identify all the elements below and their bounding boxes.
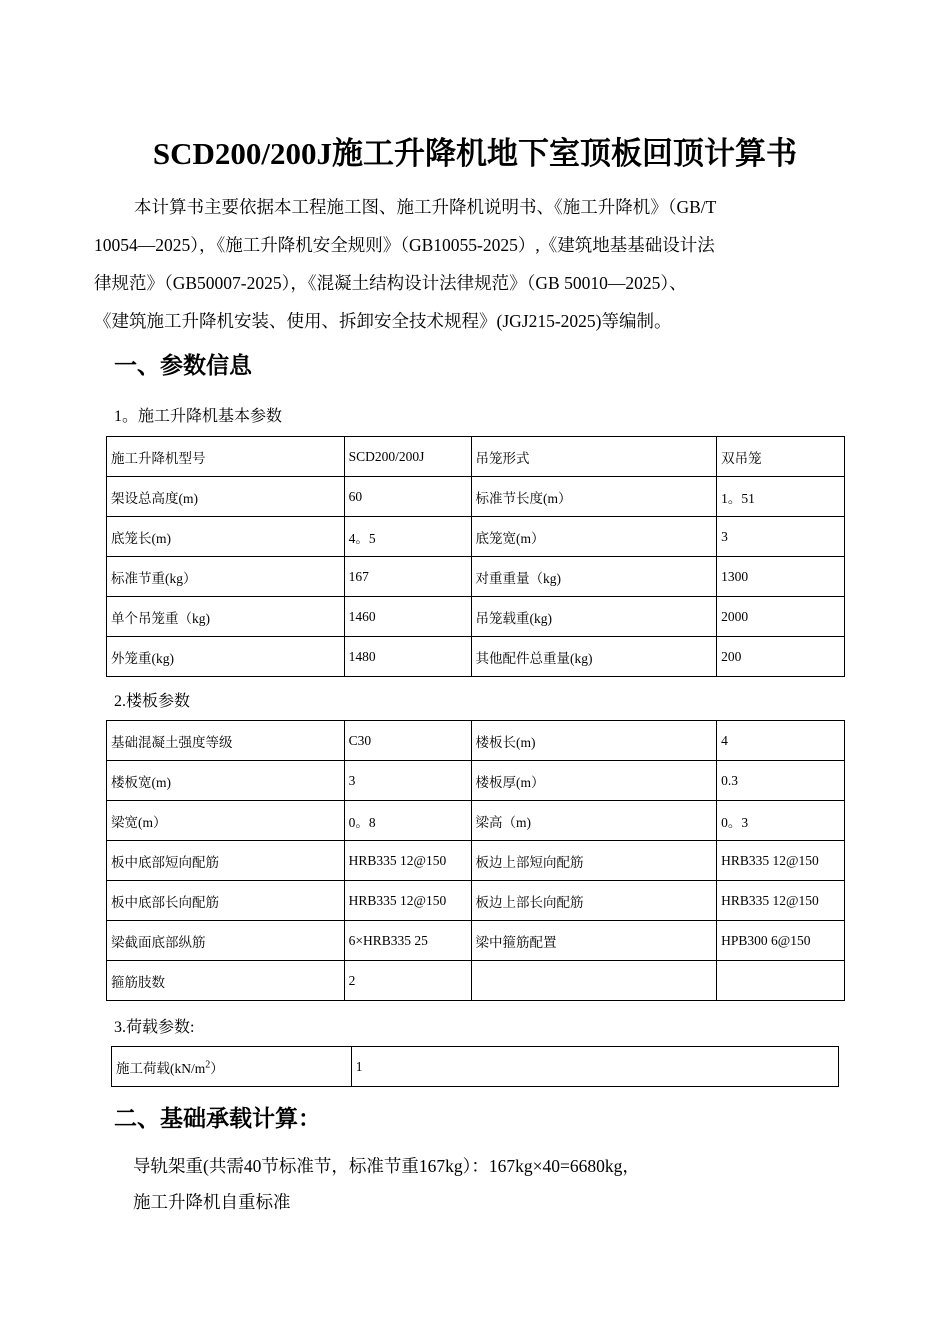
section-heading-params: 一、参数信息 bbox=[114, 353, 252, 378]
table-row bbox=[107, 557, 845, 597]
table-cell: SCD200/200J bbox=[344, 437, 471, 477]
table-cell: 梁中箍筋配置 bbox=[471, 921, 717, 961]
table-cell: 施工升降机型号 bbox=[107, 437, 345, 477]
load-params-table bbox=[111, 1046, 839, 1087]
table-cell: 3 bbox=[717, 517, 845, 557]
table-cell: 双吊笼 bbox=[717, 437, 845, 477]
table-cell: HPB300 6@150 bbox=[717, 921, 845, 961]
table-cell: 3 bbox=[344, 761, 471, 801]
intro-line: 《建筑施工升降机安装、使用、拆卸安全技术规程》(JGJ215-2025)等编制。 bbox=[94, 311, 672, 331]
table-cell: 箍筋肢数 bbox=[107, 961, 345, 1001]
intro-line: 律规范》（GB50007-2025），《混凝土结构设计法律规范》（GB 50010—2025）、 bbox=[94, 273, 687, 293]
table-row bbox=[107, 597, 845, 637]
slab-params-table bbox=[106, 720, 845, 1001]
page-title: SCD200/200J施工升降机地下室顶板回顶计算书 bbox=[152, 136, 798, 171]
table-row bbox=[107, 881, 845, 921]
body-text-line: 施工升降机自重标准 bbox=[133, 1192, 291, 1212]
table3-label: 3.荷载参数: bbox=[114, 1019, 195, 1036]
table-cell: 1。51 bbox=[717, 477, 845, 517]
table-cell: 底笼宽(m） bbox=[471, 517, 717, 557]
table-row bbox=[107, 517, 845, 557]
table-cell bbox=[112, 1047, 352, 1087]
table-cell: 1 bbox=[351, 1047, 838, 1087]
table-cell: 60 bbox=[344, 477, 471, 517]
table-row bbox=[107, 841, 845, 881]
table-row bbox=[112, 1047, 839, 1087]
table-cell: HRB335 12@150 bbox=[717, 841, 845, 881]
table-cell: 4。5 bbox=[344, 517, 471, 557]
table-cell: C30 bbox=[344, 721, 471, 761]
table-row bbox=[107, 721, 845, 761]
table-row bbox=[107, 761, 845, 801]
table-cell: 基础混凝土强度等级 bbox=[107, 721, 345, 761]
table-cell: 0。8 bbox=[344, 801, 471, 841]
table-row bbox=[107, 801, 845, 841]
table-cell: 楼板长(m) bbox=[471, 721, 717, 761]
table-cell: 6×HRB335 25 bbox=[344, 921, 471, 961]
elevator-params-table bbox=[106, 436, 845, 677]
table-cell: 外笼重(kg) bbox=[107, 637, 345, 677]
table-cell: 单个吊笼重（kg) bbox=[107, 597, 345, 637]
intro-line: 10054—2025），《施工升降机安全规则》（GB10055-2025）,《建筑地基基础设计法 bbox=[94, 235, 715, 255]
table-cell: 架设总高度(m) bbox=[107, 477, 345, 517]
table-cell: 1460 bbox=[344, 597, 471, 637]
table-cell: 板中底部短向配筋 bbox=[107, 841, 345, 881]
table-cell: 1300 bbox=[717, 557, 845, 597]
table-cell: 吊笼载重(kg) bbox=[471, 597, 717, 637]
table-cell: 2 bbox=[344, 961, 471, 1001]
load-unit-superscript: 2 bbox=[205, 1059, 211, 1070]
table-cell: 梁宽(m） bbox=[107, 801, 345, 841]
section-heading-foundation: 二、基础承载计算： bbox=[114, 1106, 321, 1131]
table-cell: 标准节重(kg） bbox=[107, 557, 345, 597]
load-label-suffix: ） bbox=[210, 1060, 224, 1076]
table-cell: 0.3 bbox=[717, 761, 845, 801]
table1-label: 1。施工升降机基本参数 bbox=[114, 408, 283, 425]
table-cell: 梁高（m) bbox=[471, 801, 717, 841]
table-cell: HRB335 12@150 bbox=[717, 881, 845, 921]
table-cell: 底笼长(m) bbox=[107, 517, 345, 557]
table-row bbox=[107, 961, 845, 1001]
intro-line: 本计算书主要依据本工程施工图、施工升降机说明书、《施工升降机》（GB/T bbox=[134, 197, 717, 217]
load-label: 施工荷载(kN/m bbox=[116, 1060, 206, 1076]
body-text-line: 导轨架重(共需40节标准节，标准节重167kg）：167kg×40=6680kg， bbox=[133, 1156, 640, 1176]
table-cell bbox=[717, 961, 845, 1001]
table-cell: 2000 bbox=[717, 597, 845, 637]
table-cell: 标准节长度(m） bbox=[471, 477, 717, 517]
table-cell: 板边上部长向配筋 bbox=[471, 881, 717, 921]
table-cell: 4 bbox=[717, 721, 845, 761]
table-cell: 其他配件总重量(kg) bbox=[471, 637, 717, 677]
table-cell: HRB335 12@150 bbox=[344, 881, 471, 921]
table-cell: 板中底部长向配筋 bbox=[107, 881, 345, 921]
intro-paragraph bbox=[94, 188, 834, 340]
table-cell: HRB335 12@150 bbox=[344, 841, 471, 881]
table-row bbox=[107, 921, 845, 961]
table2-label: 2.楼板参数 bbox=[114, 693, 191, 710]
table-cell: 1480 bbox=[344, 637, 471, 677]
table-cell: 吊笼形式 bbox=[471, 437, 717, 477]
table-cell bbox=[471, 961, 717, 1001]
table-cell: 0。3 bbox=[717, 801, 845, 841]
table-row bbox=[107, 437, 845, 477]
table-cell: 楼板宽(m) bbox=[107, 761, 345, 801]
table-cell: 167 bbox=[344, 557, 471, 597]
table-cell: 梁截面底部纵筋 bbox=[107, 921, 345, 961]
table-cell: 对重重量（kg) bbox=[471, 557, 717, 597]
table-row bbox=[107, 477, 845, 517]
table-cell: 板边上部短向配筋 bbox=[471, 841, 717, 881]
table-row bbox=[107, 637, 845, 677]
table-cell: 楼板厚(m） bbox=[471, 761, 717, 801]
table-cell: 200 bbox=[717, 637, 845, 677]
